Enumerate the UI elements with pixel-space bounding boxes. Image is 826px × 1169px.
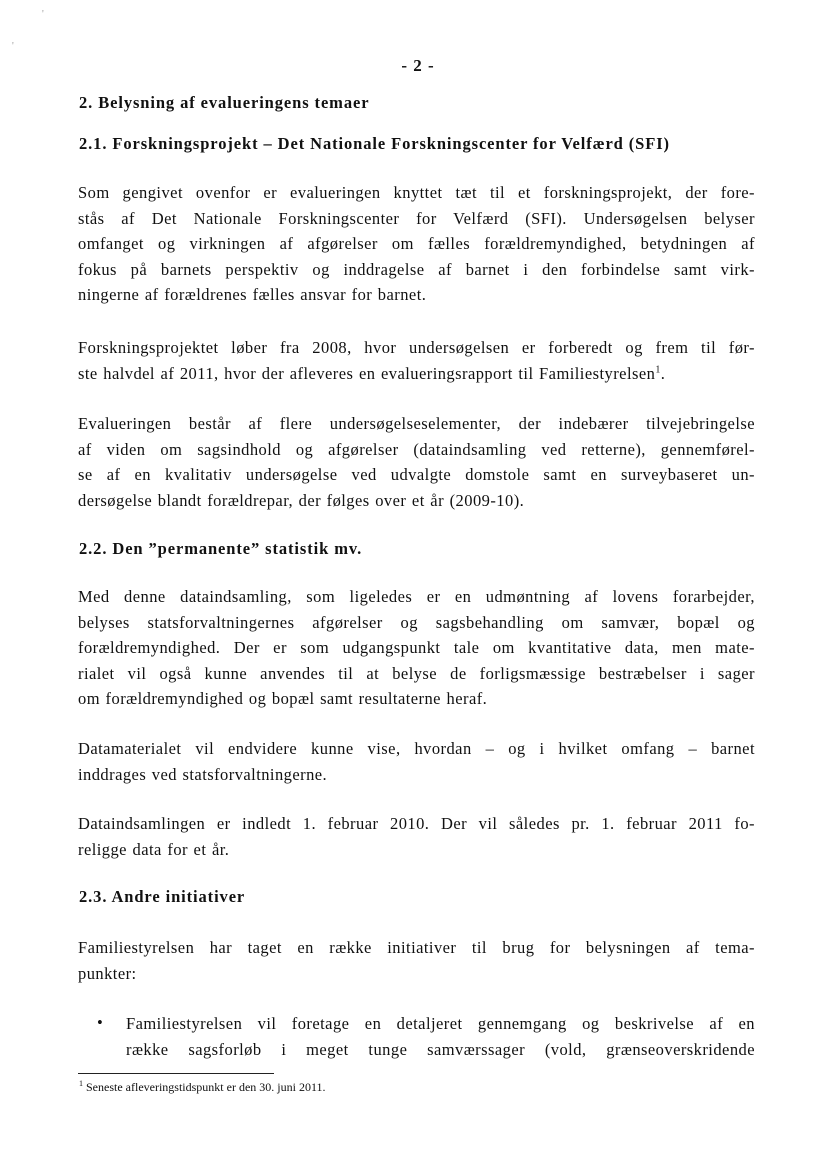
text-line: religge data for et år.: [78, 839, 230, 859]
text-line: forældremyndighed. Der er som udgangspunkt tale om kvantitative data, men mate-: [78, 638, 755, 658]
text-line: om forældremyndighed og bopæl samt resultaterne heraf.: [78, 689, 488, 709]
paragraph-sfi-project: [78, 180, 755, 308]
text-line: punkter:: [78, 963, 137, 983]
text-line: Dataindsamlingen er indledt 1. februar 2010. Der vil således pr. 1. februar 2011 fo-: [78, 814, 755, 833]
paragraph-evaluation-elements: [78, 411, 755, 513]
section-heading-2-2: 2.2. Den ”permanente” statistik mv.: [79, 539, 363, 558]
footnote: [79, 1080, 326, 1095]
text-line: ningerne af forældrenes fælles ansvar for barnet.: [78, 285, 427, 305]
footnote-number: 1: [79, 1079, 83, 1088]
section-heading-2-3: 2.3. Andre initiativer: [79, 887, 246, 906]
text-line: dersøgelse blandt forældrepar, der følges over et år (2009-10).: [78, 490, 525, 510]
text-line: Familiestyrelsen har taget en række initiativer til brug for belysningen af tema-: [78, 938, 755, 957]
text-line: rialet vil også kunne anvendes til at belyse de forligsmæssige bestræbelser i sager: [78, 663, 755, 683]
scan-mark: ': [42, 9, 44, 20]
footnote-reference[interactable]: 1: [655, 364, 661, 376]
text-line: Familiestyrelsen vil foretage en detaljeret gennemgang og beskrivelse af en: [126, 1014, 755, 1033]
bullet-item-case-review: [126, 1011, 755, 1062]
page-number: - 2 -: [401, 56, 435, 75]
text-line: belyses statsforvaltningernes afgørelser og sagsbehandling om samvær, bopæl og: [78, 612, 755, 632]
text-line: Datamaterialet vil endvidere kunne vise, hvordan – og i hvilket omfang – barnet: [78, 739, 755, 758]
scan-mark: ': [12, 41, 14, 52]
text-line: inddrages ved statsforvaltningerne.: [78, 764, 328, 784]
footnote-text: Seneste afleveringstidspunkt er den 30. juni 2011.: [83, 1080, 326, 1094]
text-line: Som gengivet ovenfor er evalueringen knyttet tæt til et forskningsprojekt, der fore-: [78, 183, 755, 202]
paragraph-collection-start: [78, 811, 755, 862]
footnote-divider: [78, 1073, 274, 1074]
text-line: Forskningsprojektet løber fra 2008, hvor undersøgelsen er forberedt og frem til før-: [78, 338, 755, 357]
text-line: række sagsforløb i meget tunge samværssager (vold, grænseoverskridende: [126, 1039, 755, 1059]
text-line: af viden om sagsindhold og afgørelser (dataindsamling ved retterne), gennemførel-: [78, 439, 755, 459]
section-heading-2: 2. Belysning af evalueringens temaer: [79, 93, 370, 112]
text-line: omfanget og virkningen af afgørelser om fælles forældremyndighed, betydningen af: [78, 234, 755, 254]
text-line-end: .: [660, 363, 666, 383]
text-line: stås af Det Nationale Forskningscenter for Velfærd (SFI). Undersøgelsen belyser: [78, 208, 755, 228]
text-line: se af en kvalitativ undersøgelse ved udvalgte domstole samt en surveybaseret un-: [78, 465, 755, 485]
text-line: fokus på barnets perspektiv og inddragelse af barnet i den forbindelse samt virk-: [78, 259, 755, 279]
text-line: [78, 361, 755, 387]
paragraph-other-initiatives: [78, 935, 755, 986]
section-heading-2-1: 2.1. Forskningsprojekt – Det Nationale Forskningscenter for Velfærd (SFI): [79, 134, 670, 153]
paragraph-data-material: [78, 736, 755, 787]
paragraph-data-collection: [78, 584, 755, 712]
text-line-body: ste halvdel af 2011, hvor der afleveres en evalueringsrapport til Familiestyrelsen: [78, 363, 656, 383]
text-line: Evalueringen består af flere undersøgelseselementer, der indebærer tilvejebringelse: [78, 414, 755, 433]
text-line: Med denne dataindsamling, som ligeledes er en udmøntning af lovens forarbejder,: [78, 587, 755, 606]
paragraph-project-timeline: [78, 335, 755, 386]
bullet-marker: •: [97, 1013, 103, 1032]
